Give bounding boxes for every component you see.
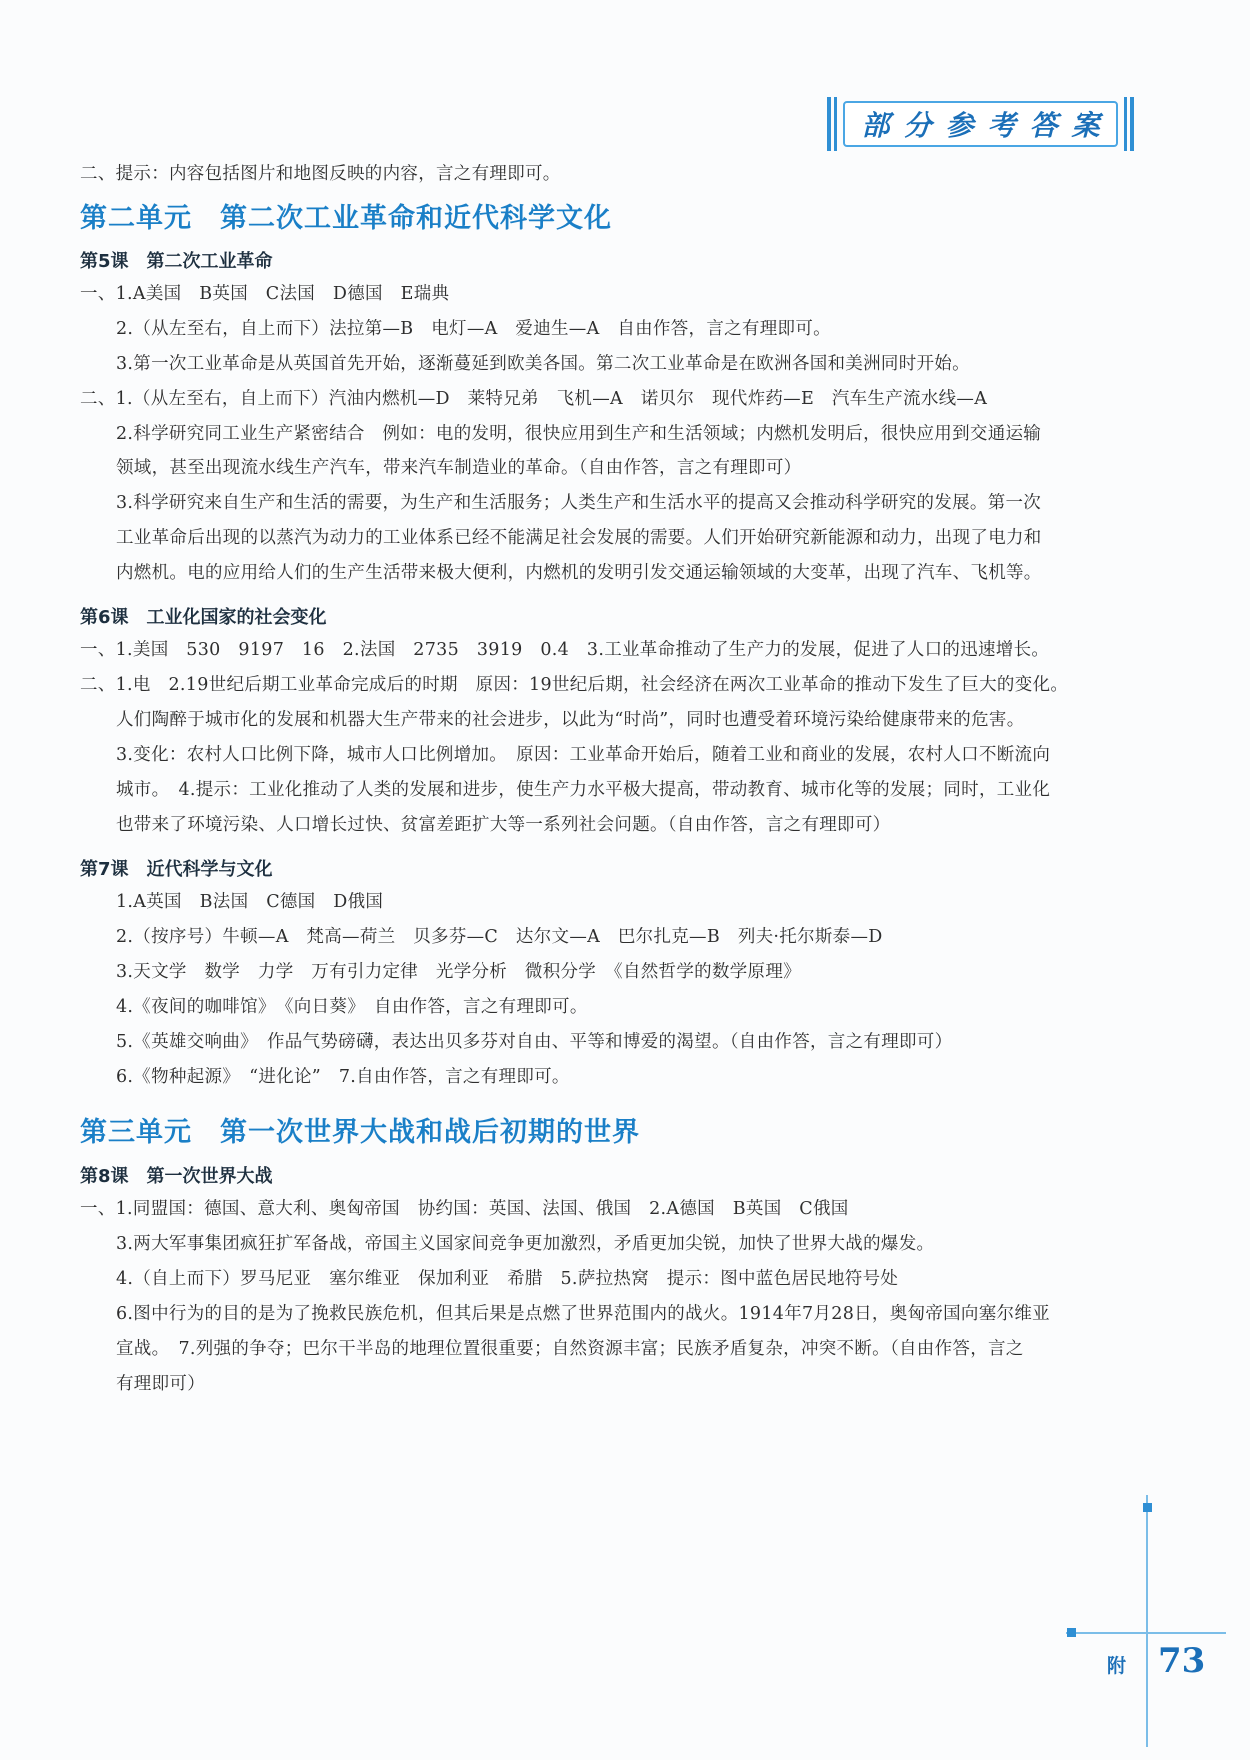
answer-line: 城市。 4.提示：工业化推动了人类的发展和进步，使生产力水平极大提高，带动教育、城市化等的发展；同时，工业化 — [116, 780, 1051, 800]
answer-line: 6.《物种起源》 “进化论” 7.自由作答，言之有理即可。 — [116, 1067, 570, 1087]
page-number: 73 — [1158, 1641, 1206, 1681]
margin-square-marker — [1067, 1628, 1076, 1637]
answer-line: 3.变化：农村人口比例下降，城市人口比例增加。 原因：工业革命开始后，随着工业和商业的发展，农村人口不断流向 — [116, 745, 1051, 765]
answer-line: 3.第一次工业革命是从英国首先开始，逐渐蔓延到欧美各国。第二次工业革命是在欧洲各国和美洲同时开始。 — [116, 354, 970, 374]
answer-line: 二、提示：内容包括图片和地图反映的内容，言之有理即可。 — [80, 164, 561, 184]
answer-line: 二、1.电 2.19世纪后期工业革命完成后的时期 原因：19世纪后期，社会经济在两次工业革命的推动下发生了巨大的变化。 — [80, 675, 1069, 695]
answer-line: 有理即可） — [116, 1374, 205, 1394]
answer-line: 领域，甚至出现流水线生产汽车，带来汽车制造业的革命。（自由作答，言之有理即可） — [116, 458, 802, 478]
answer-line: 二、1.（从左至右，自上而下）汽油内燃机—D 莱特兄弟 飞机—A 诺贝尔 现代炸药—E 汽车生产流水线—A — [80, 389, 988, 409]
answer-line: 工业革命后出现的以蒸汽为动力的工业体系已经不能满足社会发展的需要。人们开始研究新能源和动力，出现了电力和 — [116, 528, 1042, 548]
answer-line: 2.（从左至右，自上而下）法拉第—B 电灯—A 爱迪生—A 自由作答，言之有理即可。 — [116, 319, 831, 339]
lesson-heading: 第8课 第一次世界大战 — [80, 1166, 273, 1187]
margin-rule-horizontal — [1066, 1632, 1226, 1634]
lesson-heading: 第5课 第二次工业革命 — [80, 251, 273, 272]
answer-line: 一、1.同盟国：德国、意大利、奥匈帝国 协约国：英国、法国、俄国 2.A德国 B英国 C俄国 — [80, 1199, 849, 1219]
answer-line: 3.天文学 数学 力学 万有引力定律 光学分析 微积分学 《自然哲学的数学原理》 — [116, 962, 801, 982]
margin-rule-vertical — [1146, 1495, 1148, 1747]
answer-line: 1.A英国 B法国 C德国 D俄国 — [116, 892, 384, 912]
lesson-heading: 第7课 近代科学与文化 — [80, 859, 273, 880]
unit-heading: 第三单元 第一次世界大战和战后初期的世界 — [80, 1117, 640, 1148]
appendix-label: 附 — [1107, 1655, 1127, 1677]
answer-line: 4.《夜间的咖啡馆》 《向日葵》 自由作答，言之有理即可。 — [116, 997, 588, 1017]
answer-line: 4.（自上而下）罗马尼亚 塞尔维亚 保加利亚 希腊 5.萨拉热窝 提示：图中蓝色居民地符号处 — [116, 1269, 899, 1289]
answer-line: 2.（按序号）牛顿—A 梵高—荷兰 贝多芬—C 达尔文—A 巴尔扎克—B 列夫·托尔斯泰—D — [116, 927, 883, 947]
badge-title: 部分参考答案 — [861, 109, 1114, 142]
answer-line: 一、1.A美国 B英国 C法国 D德国 E瑞典 — [80, 284, 450, 304]
section-badge — [827, 97, 1134, 151]
margin-square-marker — [1143, 1503, 1152, 1512]
unit-heading: 第二单元 第二次工业革命和近代科学文化 — [80, 203, 612, 234]
answer-line: 3.科学研究来自生产和生活的需要，为生产和生活服务；人类生产和生活水平的提高又会推动科学研究的发展。第一次 — [116, 493, 1042, 513]
answer-line: 宣战。 7.列强的争夺；巴尔干半岛的地理位置很重要；自然资源丰富；民族矛盾复杂，冲突不断。（自由作答，言之 — [116, 1339, 1024, 1359]
answer-line: 6.图中行为的目的是为了挽救民族危机，但其后果是点燃了世界范围内的战火。1914年7月28日，奥匈帝国向塞尔维亚 — [116, 1304, 1050, 1324]
lesson-heading: 第6课 工业化国家的社会变化 — [80, 607, 327, 628]
answer-line: 3.两大军事集团疯狂扩军备战，帝国主义国家间竞争更加激烈，矛盾更加尖锐，加快了世界大战的爆发。 — [116, 1234, 935, 1254]
answer-line: 2.科学研究同工业生产紧密结合 例如：电的发明，很快应用到生产和生活领域；内燃机发明后，很快应用到交通运输 — [116, 424, 1042, 444]
answer-line: 一、1.美国 530 9197 16 2.法国 2735 3919 0.4 3.工业革命推动了生产力的发展，促进了人口的迅速增长。 — [80, 640, 1050, 660]
answer-line: 人们陶醉于城市化的发展和机器大生产带来的社会进步，以此为“时尚”，同时也遭受着环境污染给健康带来的危害。 — [116, 710, 1025, 730]
answer-line: 5.《英雄交响曲》 作品气势磅礴，表达出贝多芬对自由、平等和博爱的渴望。（自由作答，言之有理即可） — [116, 1032, 953, 1052]
answer-line: 也带来了环境污染、人口增长过快、贫富差距扩大等一系列社会问题。（自由作答，言之有理即可） — [116, 815, 891, 835]
answer-line: 内燃机。电的应用给人们的生产生活带来极大便利，内燃机的发明引发交通运输领域的大变革，出现了汽车、飞机等。 — [116, 563, 1042, 583]
